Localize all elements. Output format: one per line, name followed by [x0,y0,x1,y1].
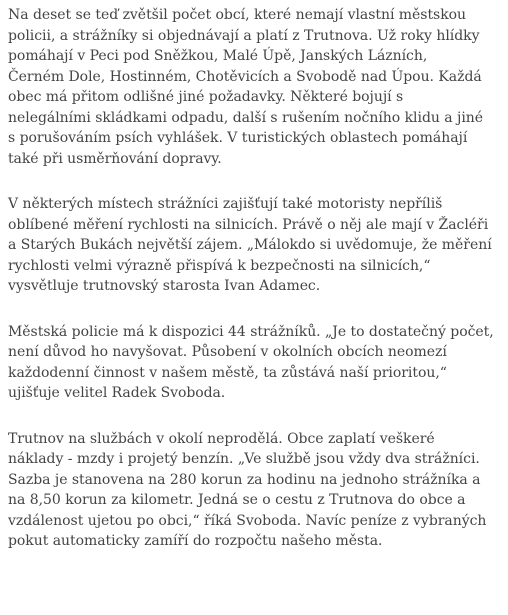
paragraph-mereni-rychlosti [8,194,508,297]
paragraph-obce [8,5,508,169]
text-line: obec má přitom odlišné jiné požadavky. Některé bojují s [8,89,404,105]
text-line: ujišťuje velitel Radek Svoboda. [8,385,226,401]
text-line: Sazba je stanovena na 280 korun za hodinu na jednoho strážníka a [8,471,481,488]
text-line: Na deset se teď zvětšil počet obcí, které nemají vlastní městskou [8,7,467,23]
text-line: na 8,50 korun za kilometr. Jedná se o cestu z Trutnova do obce a [8,492,466,508]
text-line: náklady - mzdy i projetý benzín. „Ve službě jsou vždy dva strážníci. [8,451,480,467]
text-line: Trutnov na službách v okolí neprodělá. Obce zaplatí veškeré [8,430,435,447]
paragraph-naklady [8,429,508,552]
text-line: také při usměrňování dopravy. [8,150,222,167]
text-line: V některých místech strážníci zajišťují také motoristy nepříliš [8,196,443,212]
text-line: s porušováním psích vyhlášek. V turistických oblastech pomáhají [8,130,468,146]
paragraph-straznici [8,322,508,404]
text-line: policii, a strážníky si objednávají a platí z Trutnova. Už roky hlídky [8,27,480,44]
text-line: oblíbené měření rychlosti na silnicích. Právě o něj ale mají v Žacléři [8,216,489,233]
text-line: pomáhají v Peci pod Sněžkou, Malé Úpě, Janských Lázních, [8,48,428,64]
text-line: rychlosti velmi výrazně přispívá k bezpečnosti na silnicích,“ [8,257,431,274]
text-line: Černém Dole, Hostinném, Chotěvicích a Svobodě nad Úpou. Každá [8,68,482,85]
text-line: pokut automaticky zamíří do rozpočtu našeho města. [8,533,383,549]
text-line: vzdálenost ujetou po obci,“ říká Svoboda. Navíc peníze z vybraných [8,512,487,529]
text-line: Městská policie má k dispozici 44 strážníků. „Je to dostatečný počet, [8,323,494,340]
text-line: a Starých Bukách největší zájem. „Málokdo si uvědomuje, že měření [8,237,492,253]
text-line: není důvod ho navyšovat. Působení v okolních obcích neomezí [8,344,447,360]
text-line: nelegálními skládkami odpadu, další s rušením nočního klidu a jiné [8,109,484,126]
text-line: každodenní činnost v našem městě, ta zůstává naší prioritou,“ [8,364,447,381]
text-line: vysvětluje trutnovský starosta Ivan Adamec. [8,278,321,294]
